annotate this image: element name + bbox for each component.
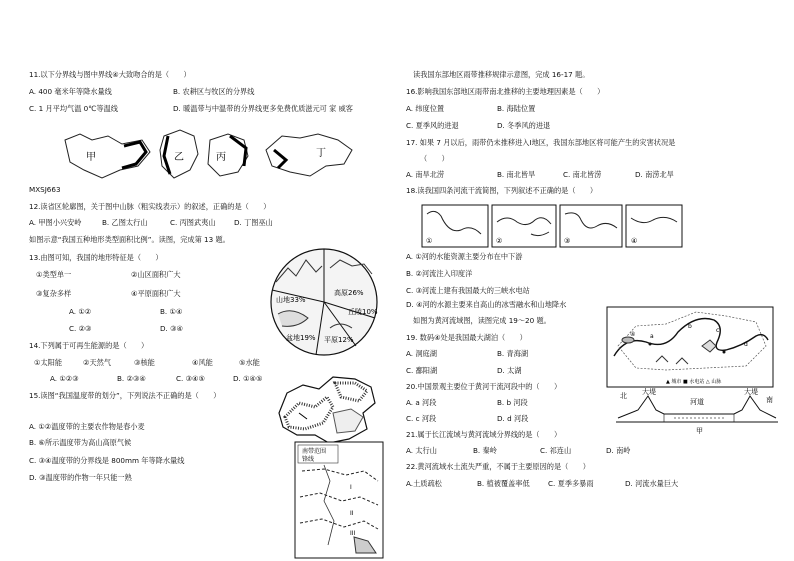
q12-option-c[interactable]: C. 丙图武夷山 xyxy=(170,218,216,227)
profile-label-channel: 河道 xyxy=(690,398,704,406)
q16-option-b[interactable]: B. 海陆位置 xyxy=(497,104,536,113)
q18-stem: 18.读我国四条河流干流简图，下列叙述不正确的是（ ） xyxy=(406,186,598,195)
map-marker-c: c xyxy=(716,327,720,334)
q14-item-1: ①太阳能 xyxy=(34,358,63,367)
q22-stem: 22.黄河流域水土流失严重，不属于主要原因的是（ ） xyxy=(406,462,590,471)
q11-option-b[interactable]: B. 农耕区与牧区的分界线 xyxy=(173,87,255,96)
province-outline-maps xyxy=(60,126,380,182)
q16-option-d[interactable]: D. 冬季风的进退 xyxy=(497,121,551,130)
q18-option-b[interactable]: B. ②河流注入印度洋 xyxy=(406,269,473,278)
figure-code: MXSJ663 xyxy=(29,185,61,194)
q20-option-c[interactable]: C. c 河段 xyxy=(406,414,437,423)
q13-item-1: ①类型单一 xyxy=(36,270,72,279)
q19-option-a[interactable]: A. 洞庭湖 xyxy=(406,349,437,358)
q21-stem: 21.属于长江流域与黄河流域分界线的是（ ） xyxy=(406,430,562,439)
map-marker-b: b xyxy=(688,323,692,330)
q13-item-2: ②山区面积广大 xyxy=(131,270,181,279)
map-marker-4: ④ xyxy=(630,331,636,338)
q14-item-5: ⑤水能 xyxy=(239,358,260,367)
yellow-river-basin-map xyxy=(606,306,774,388)
q12-option-d[interactable]: D. 丁图巫山 xyxy=(234,218,273,227)
q19-option-d[interactable]: D. 太湖 xyxy=(497,366,522,375)
q16-option-c[interactable]: C. 夏季风的进退 xyxy=(406,121,459,130)
q12-option-b[interactable]: B. 乙图太行山 xyxy=(102,218,148,227)
q13-option-b[interactable]: B. ①④ xyxy=(160,307,183,316)
inset-zone-2: II xyxy=(350,510,354,517)
temperature-zone-map xyxy=(275,373,379,445)
q21-option-a[interactable]: A. 太行山 xyxy=(406,446,437,455)
map-legend: ▲ 城市 ■ 水电站 △ 山脉 xyxy=(666,379,722,385)
river-bed-profile xyxy=(614,388,780,436)
q21-option-b[interactable]: B. 秦岭 xyxy=(473,446,497,455)
q11-option-c[interactable]: C. 1 月平均气温 0℃等温线 xyxy=(29,104,118,113)
q18-option-c[interactable]: C. ③河流上建有我国最大的三峡水电站 xyxy=(406,286,530,295)
q17-stem-line2: （ ） xyxy=(420,154,449,163)
q15-stem: 15.读图“我国温度带的划分”，下列说法不正确的是（ ） xyxy=(29,391,221,400)
q16-option-a[interactable]: A. 纬度位置 xyxy=(406,104,445,113)
pie-label-plateau: 高原26% xyxy=(334,289,364,297)
q19-option-b[interactable]: B. 青海湖 xyxy=(497,349,529,358)
q13-option-a[interactable]: A. ①② xyxy=(69,307,92,316)
profile-label-levee-right: 大堤 xyxy=(744,388,758,396)
river-label-2: ② xyxy=(496,237,503,245)
q22-option-c[interactable]: C. 夏季多暴雨 xyxy=(548,479,594,488)
q14-item-4: ④风能 xyxy=(192,358,213,367)
map-label-jia: 甲 xyxy=(86,152,96,163)
q20-option-a[interactable]: A. a 河段 xyxy=(406,398,437,407)
river-label-3: ③ xyxy=(564,237,571,245)
q11-option-a[interactable]: A. 400 毫米年等降水量线 xyxy=(29,87,112,96)
map-marker-a: a xyxy=(650,333,654,340)
terrain-proportion-pie xyxy=(268,246,380,358)
q17-stem-line1: 17. 如果 7 月以后，雨带仍未推移进入Ⅰ地区，我国东部地区将可能产生的灾害状况是 xyxy=(406,138,676,147)
pie-label-basin: 盆地19% xyxy=(286,334,316,342)
q13-stem: 13.由图可知，我国的地形特征是（ ） xyxy=(29,253,163,262)
q16-intro: 读我国东部地区雨带推移规律示意图，完成 16-17 题。 xyxy=(413,70,590,79)
river-label-4: ④ xyxy=(631,237,638,245)
q19-intro: 如图为黄河流域图，读图完成 19～20 题。 xyxy=(413,316,551,325)
q19-option-c[interactable]: C. 鄱阳湖 xyxy=(406,366,438,375)
inset-legend-front: 锋线 xyxy=(302,456,315,463)
q22-option-d[interactable]: D. 河流水量巨大 xyxy=(625,479,679,488)
q17-option-a[interactable]: A. 南旱北涝 xyxy=(406,170,445,179)
q13-option-c[interactable]: C. ②③ xyxy=(69,324,92,333)
inset-legend-rainbelt: 南带范围 xyxy=(302,448,327,455)
q13-item-3: ③复杂多样 xyxy=(36,289,72,298)
pie-label-hills: 丘陵10% xyxy=(348,308,378,316)
profile-label-levee-left: 大堤 xyxy=(642,388,656,396)
map-label-bing: 丙 xyxy=(216,152,226,163)
q21-option-c[interactable]: C. 祁连山 xyxy=(540,446,572,455)
q13-option-d[interactable]: D. ③④ xyxy=(160,324,183,333)
q14-option-a[interactable]: A. ①②③ xyxy=(50,374,79,383)
q20-option-d[interactable]: D. d 河段 xyxy=(497,414,529,423)
q21-option-d[interactable]: D. 南岭 xyxy=(606,446,631,455)
q12-option-a[interactable]: A. 甲图小兴安岭 xyxy=(29,218,82,227)
rain-belt-inset-map xyxy=(294,441,384,559)
river-label-1: ① xyxy=(426,237,433,245)
q17-option-b[interactable]: B. 南北皆旱 xyxy=(497,170,536,179)
q20-option-b[interactable]: B. b 河段 xyxy=(497,398,528,407)
q22-option-b[interactable]: B. 植被覆盖率低 xyxy=(477,479,530,488)
profile-label-north: 北 xyxy=(620,392,627,400)
four-rivers-sketch xyxy=(421,204,683,248)
q15-option-b[interactable]: B. ⑥所示温度带为高山高原气候 xyxy=(29,438,132,447)
q12-stem: 12.读省区轮廓图，关于图中山脉（粗实线表示）的叙述，正确的是（ ） xyxy=(29,202,271,211)
inset-zone-1: I xyxy=(350,484,352,491)
q14-item-3: ③核能 xyxy=(134,358,155,367)
q15-option-d[interactable]: D. ③温度带的作物一年只能一熟 xyxy=(29,473,132,482)
q18-option-d[interactable]: D. ④河的水源主要来自高山的冰雪融水和山地降水 xyxy=(406,300,567,309)
pie-label-plain: 平原12% xyxy=(324,336,354,344)
q17-option-d[interactable]: D. 南涝北旱 xyxy=(635,170,674,179)
q15-option-a[interactable]: A. ①②温度带的主要农作物是春小麦 xyxy=(29,422,145,431)
q17-option-c[interactable]: C. 南北皆涝 xyxy=(563,170,602,179)
profile-label-south: 南 xyxy=(766,396,773,404)
q14-stem: 14.下列属于可再生能源的是（ ） xyxy=(29,341,149,350)
q14-option-d[interactable]: D. ①④⑤ xyxy=(233,374,263,383)
q14-option-b[interactable]: B. ②③④ xyxy=(117,374,146,383)
q16-stem: 16.影响我国东部地区雨带南北推移的主要地理因素是（ ） xyxy=(406,87,605,96)
q15-option-c[interactable]: C. ③④温度带的分界线是 800mm 年等降水量线 xyxy=(29,456,185,465)
map-marker-d: d xyxy=(744,341,748,348)
map-label-yi: 乙 xyxy=(174,152,184,163)
q18-option-a[interactable]: A. ①河的水能资源主要分布在中下游 xyxy=(406,252,523,261)
q11-option-d[interactable]: D. 暖温带与中温带的分界线更多免费优质滋元可 家 威客 xyxy=(173,104,353,113)
q14-item-2: ②天然气 xyxy=(83,358,112,367)
profile-label-caption: 甲 xyxy=(696,427,703,435)
q13-item-4: ④平原面积广大 xyxy=(131,289,181,298)
inset-zone-3: III xyxy=(350,530,356,537)
map-label-ding: 丁 xyxy=(316,148,326,159)
q22-option-a[interactable]: A.土质疏松 xyxy=(406,479,442,488)
pie-label-mountain: 山地33% xyxy=(276,296,306,304)
q19-stem: 19. 数码④处是我国最大湖泊（ ） xyxy=(406,333,527,342)
q20-stem: 20.中国景观主要位于黄河干流河段中的（ ） xyxy=(406,382,562,391)
q13-intro: 如图示意“我国五种地形类型面积比例”。读图，完成第 13 题。 xyxy=(29,235,230,244)
q14-option-c[interactable]: C. ③④⑤ xyxy=(176,374,205,383)
q11-stem: 11.以下分界线与图中界线④大致吻合的是（ ） xyxy=(29,70,191,79)
